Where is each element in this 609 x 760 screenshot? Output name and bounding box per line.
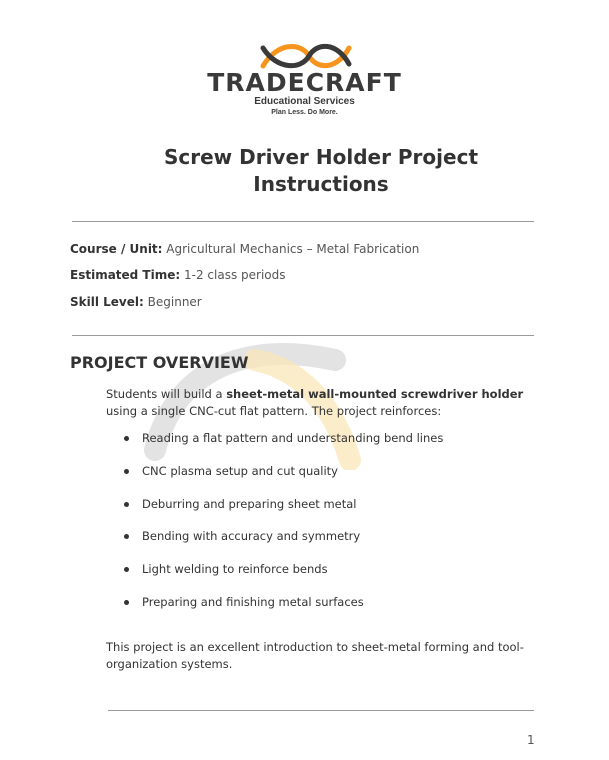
skill-label: Skill Level: [70,295,144,309]
list-item [106,496,443,529]
skill-level-line [70,295,202,309]
course-value: Agricultural Mechanics – Metal Fabrication [166,242,420,256]
intro-text-bold: sheet-metal wall-mounted screwdriver holder [226,387,524,401]
time-value: 1-2 class periods [184,268,286,282]
overview-closing: This project is an excellent introduction to sheet-metal forming and tool-organization systems. [106,640,524,671]
skills-bullet-list [106,430,443,627]
list-item-text: Bending with accuracy and symmetry [142,529,361,544]
skill-value: Beginner [147,295,202,309]
estimated-time-line [70,268,286,282]
list-item-text: Deburring and preparing sheet metal [142,496,357,511]
bullet-dot-icon [124,502,129,507]
list-item [106,463,443,496]
list-item [106,561,443,594]
list-item [106,528,443,561]
document-title: Screw Driver Holder Project Instructions [163,145,478,196]
course-unit-line [70,242,419,256]
intro-text-start: Students will build a [106,387,227,401]
page-number: 1 [527,733,535,747]
overview-intro [106,386,536,419]
list-item-text: CNC plasma setup and cut quality [142,463,338,478]
bullet-dot-icon [124,600,129,605]
list-item [106,430,443,463]
bullet-dot-icon [124,436,129,441]
list-item-text: Light welding to reinforce bends [142,562,328,577]
time-label: Estimated Time: [70,268,181,282]
bullet-dot-icon [124,469,129,474]
list-item-text: Reading a flat pattern and understanding bend lines [142,431,444,445]
bullet-dot-icon [124,534,129,539]
footer-divider [108,710,534,711]
logo-tagline: Plan Less. Do More. [271,109,338,116]
course-label: Course / Unit: [70,242,163,256]
list-item-text: Preparing and finishing metal surfaces [142,594,364,609]
title-divider [72,221,534,222]
logo-subtitle: Educational Services [254,96,355,107]
intro-text-end: using a single CNC-cut flat pattern. The project reinforces: [106,403,442,418]
company-logo [0,40,609,117]
bullet-dot-icon [124,567,129,572]
list-item [106,594,443,627]
logo-name: TRADECRAFT [207,68,402,97]
project-overview-heading: PROJECT OVERVIEW [70,353,249,372]
